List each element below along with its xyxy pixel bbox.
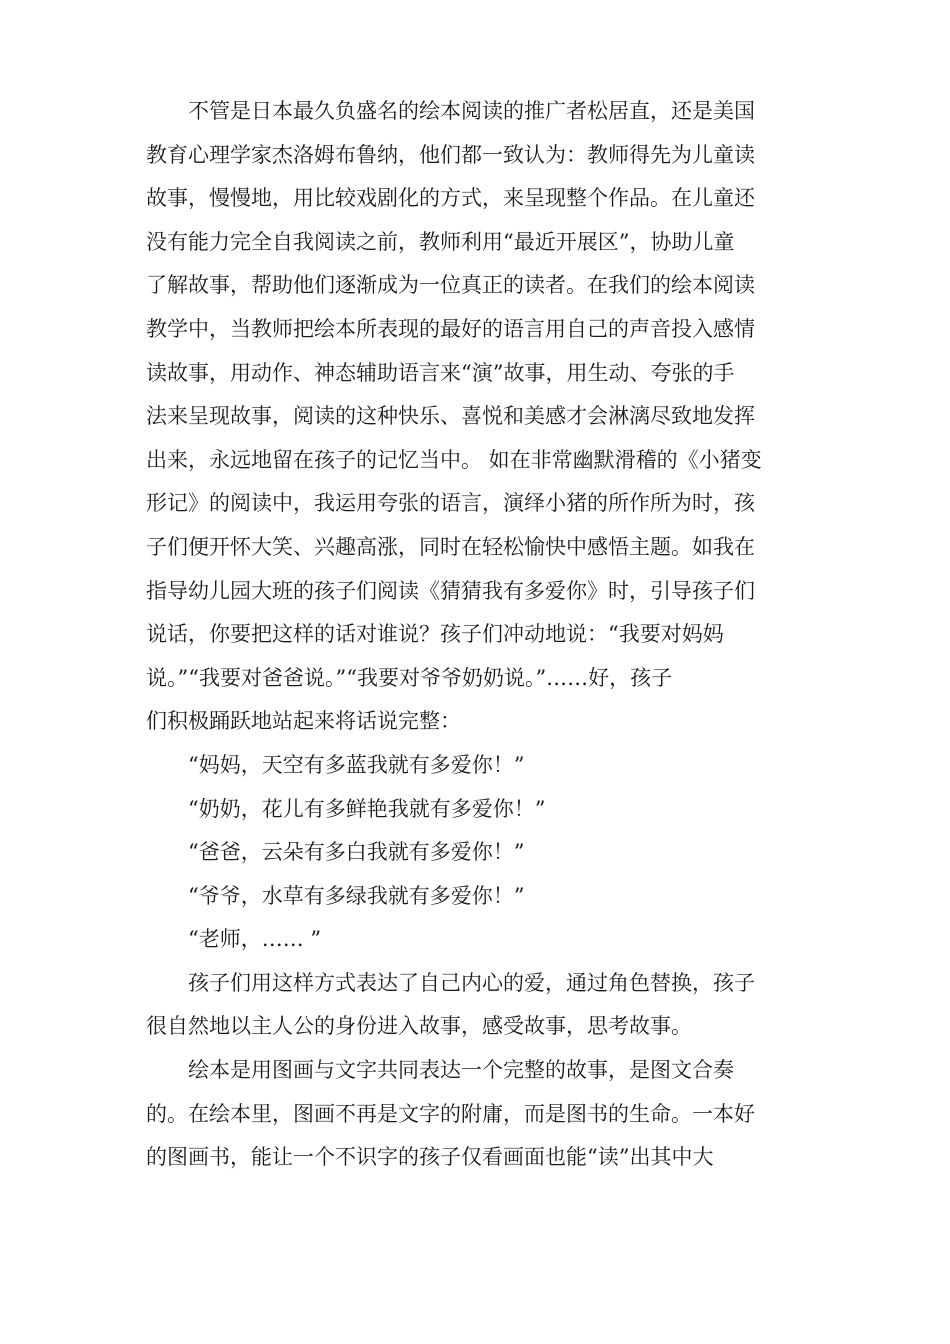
quote-line: “妈妈，天空有多蓝我就有多爱你！” xyxy=(188,752,525,777)
text-line: 们积极踊跃地站起来将话说完整： xyxy=(146,709,461,734)
text-line: 的图画书，能让一个不识字的孩子仅看画面也能“读”出其中大 xyxy=(146,1145,714,1170)
text-line: 教学中，当教师把绘本所表现的最好的语言用自己的声音投入感情 xyxy=(146,316,755,341)
quote-line: “奶奶，花儿有多鲜艳我就有多爱你！” xyxy=(188,796,546,821)
text-line: 了解故事，帮助他们逐渐成为一位真正的读者。在我们的绘本阅读 xyxy=(146,273,755,298)
text-line: 读故事，用动作、神态辅助语言来“演”故事，用生动、夸张的手 xyxy=(146,360,735,385)
quote-line: “爸爸，云朵有多白我就有多爱你！” xyxy=(188,840,525,865)
text-line: 说。”“我要对爸爸说。”“我要对爷爷奶奶说。”……好，孩子 xyxy=(146,665,673,690)
text-line: 子们便开怀大笑、兴趣高涨，同时在轻松愉快中感悟主题。如我在 xyxy=(146,534,755,559)
text-line: 法来呈现故事，阅读的这种快乐、喜悦和美感才会淋漓尽致地发挥 xyxy=(146,404,755,429)
quote-line: “爷爷，水草有多绿我就有多爱你！” xyxy=(188,883,525,908)
text-line: 孩子们用这样方式表达了自己内心的爱，通过角色替换，孩子 xyxy=(188,970,755,995)
text-line: 的。在绘本里，图画不再是文字的附庸，而是图书的生命。一本好 xyxy=(146,1101,755,1126)
text-line: 教育心理学家杰洛姆布鲁纳，他们都一致认为：教师得先为儿童读 xyxy=(146,142,755,167)
text-line: 绘本是用图画与文字共同表达一个完整的故事，是图文合奏 xyxy=(188,1058,734,1083)
text-line: 出来，永远地留在孩子的记忆当中。 如在非常幽默滑稽的《小猪变 xyxy=(146,447,762,472)
body-text xyxy=(146,90,796,1180)
text-line: 形记》的阅读中，我运用夸张的语言，演绎小猪的所作所为时，孩 xyxy=(146,491,755,516)
quote-line: “老师，…… ” xyxy=(188,927,322,952)
text-line: 很自然地以主人公的身份进入故事，感受故事，思考故事。 xyxy=(146,1014,692,1039)
text-line: 故事，慢慢地，用比较戏剧化的方式，来呈现整个作品。在儿童还 xyxy=(146,186,755,211)
text-line: 说话，你要把这样的话对谁说？孩子们冲动地说：“我要对妈妈 xyxy=(146,622,724,647)
text-line: 没有能力完全自我阅读之前，教师利用“最近开展区”，协助儿童 xyxy=(146,229,735,254)
text-line: 不管是日本最久负盛名的绘本阅读的推广者松居直，还是美国 xyxy=(188,99,755,123)
text-line: 指导幼儿园大班的孩子们阅读《猜猜我有多爱你》时，引导孩子们 xyxy=(146,578,755,603)
